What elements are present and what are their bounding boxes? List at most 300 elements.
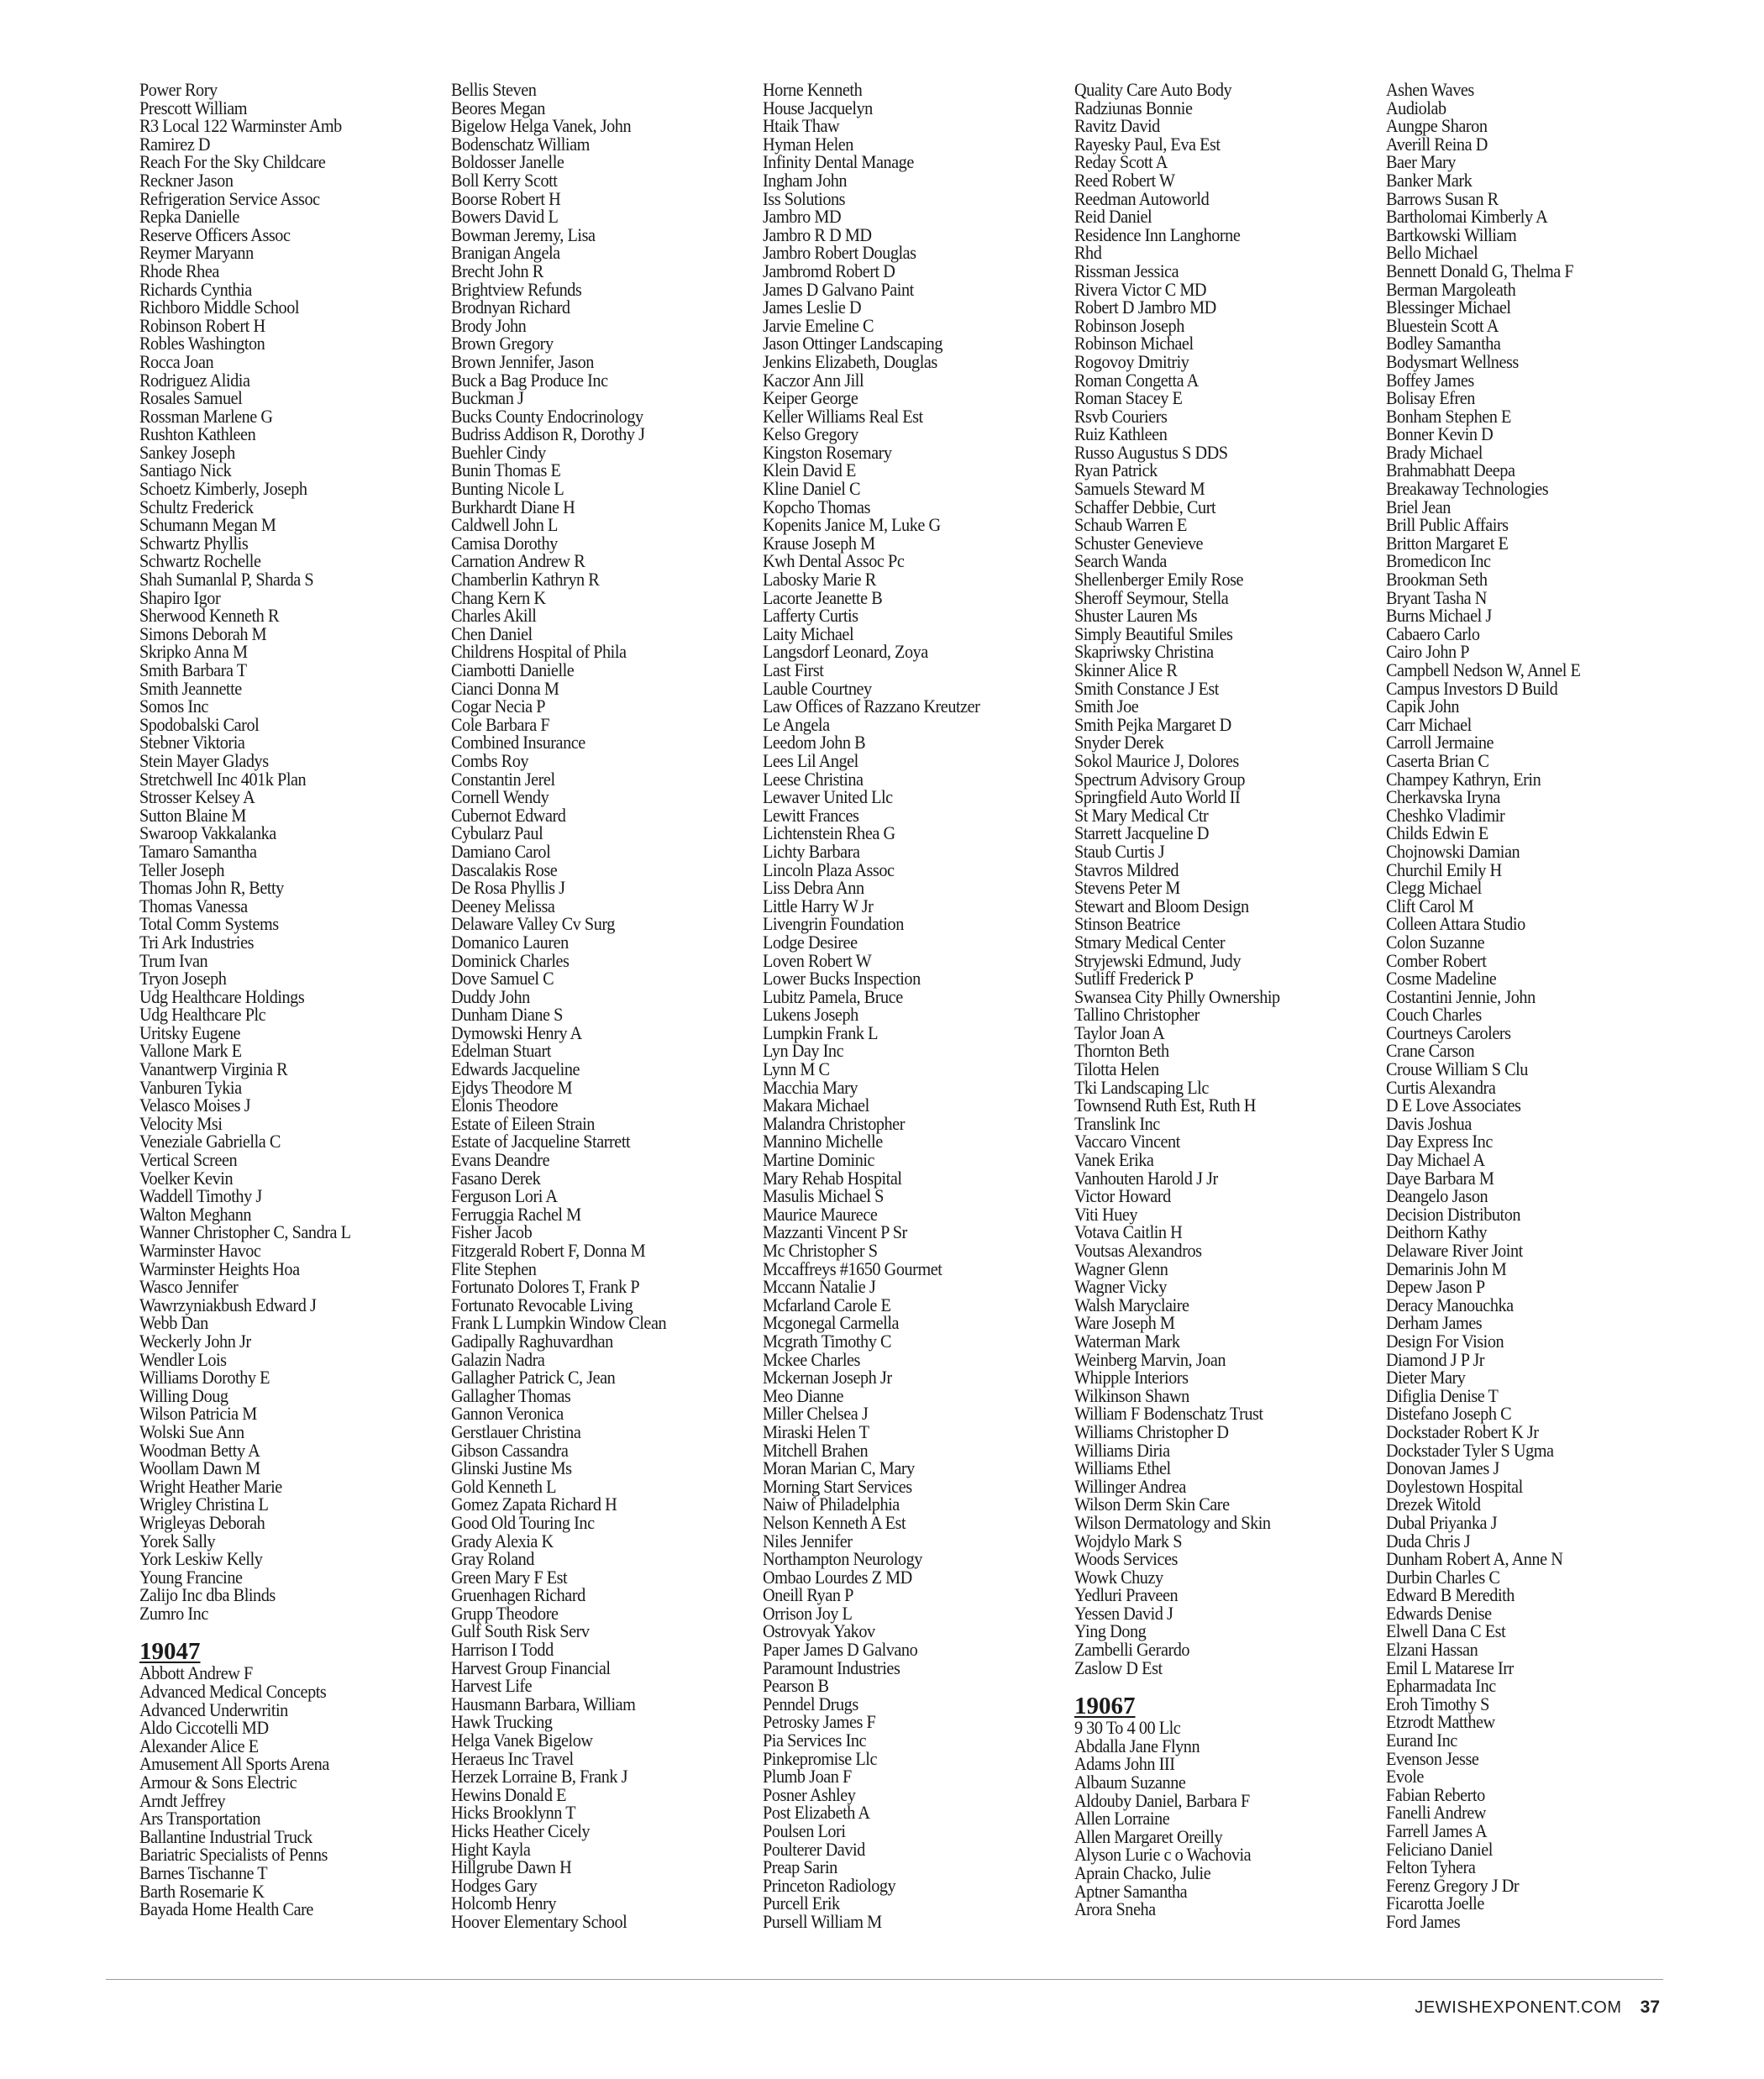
list-item: Search Wanda xyxy=(1074,550,1167,572)
list-item: Brahmabhatt Deepa xyxy=(1386,459,1515,481)
list-item: Ravitz David xyxy=(1074,115,1160,137)
list-item: Robles Washington xyxy=(139,333,265,354)
list-item: Charles Akill xyxy=(451,605,537,627)
listing-continued xyxy=(139,81,442,1622)
list-item: Fitzgerald Robert F, Donna M xyxy=(451,1240,646,1261)
list-item: Skripko Anna M xyxy=(139,641,248,663)
list-item: Bluestein Scott A xyxy=(1386,314,1499,336)
list-item: Ashen Waves xyxy=(1386,79,1474,100)
list-item: Duda Chris J xyxy=(1386,1530,1471,1551)
list-item: Mitchell Brahen xyxy=(763,1439,869,1461)
list-item: Lodge Desiree xyxy=(763,931,858,953)
list-item: Brightview Refunds xyxy=(451,278,582,300)
list-item: Britton Margaret E xyxy=(1386,532,1509,554)
list-item: Schwartz Phyllis xyxy=(139,532,249,554)
list-item: Ejdys Theodore M xyxy=(451,1076,573,1098)
list-item: Audiolab xyxy=(1386,97,1446,118)
list-item: Fabian Reberto xyxy=(1386,1783,1485,1805)
list-item: Iss Solutions xyxy=(763,187,846,209)
column-2 xyxy=(451,81,753,1931)
list-item: Shah Sumanlal P, Sharda S xyxy=(139,569,314,591)
list-item: Residence Inn Langhorne xyxy=(1074,223,1241,245)
list-item: Grady Alexia K xyxy=(451,1530,554,1551)
list-item: Aptner Samantha xyxy=(1074,1880,1188,1902)
list-item: Bellis Steven xyxy=(451,79,537,100)
list-item: Fisher Jacob xyxy=(451,1221,533,1243)
list-item: Woods Services xyxy=(1074,1548,1178,1570)
listing-continued xyxy=(1386,81,1688,1931)
list-item: Branigan Angela xyxy=(451,242,560,264)
list-item: Le Angela xyxy=(763,713,830,735)
list-item: Bello Michael xyxy=(1386,242,1478,264)
list-item: Deracy Manouchka xyxy=(1386,1294,1514,1315)
list-item: Aungpe Sharon xyxy=(1386,115,1488,137)
list-item: Gerstlauer Christina xyxy=(451,1420,581,1442)
list-item: Burkhardt Diane H xyxy=(451,496,575,517)
list-item: Edwards Jacqueline xyxy=(451,1058,580,1080)
list-item: De Rosa Phyllis J xyxy=(451,877,565,899)
list-item: Banker Mark xyxy=(1386,169,1473,191)
list-item: Vanburen Tykia xyxy=(139,1076,242,1098)
list-item: Lewaver United Llc xyxy=(763,786,893,808)
list-item: Averill Reina D xyxy=(1386,133,1488,155)
list-item: Tallino Christopher xyxy=(1074,1004,1200,1026)
list-item: Cornell Wendy xyxy=(451,786,549,808)
list-item: Mazzanti Vincent P Sr xyxy=(763,1221,907,1243)
list-item: Blessinger Michael xyxy=(1386,297,1511,318)
list-item: Aldo Ciccotelli MD xyxy=(139,1717,269,1739)
list-item: Yessen David J xyxy=(1074,1602,1173,1624)
list-item: Rocca Joan xyxy=(139,350,214,372)
list-item: Rhd xyxy=(1074,242,1102,264)
list-item: Gallagher Patrick C, Jean xyxy=(451,1367,616,1389)
list-item: Petrosky James F xyxy=(763,1711,876,1733)
list-item: Delaware Valley Cv Surg xyxy=(451,913,615,935)
list-item: Zalijo Inc dba Blinds xyxy=(139,1584,276,1606)
list-item: Reday Scott A xyxy=(1074,151,1168,173)
list-item: Lumpkin Frank L xyxy=(763,1021,879,1043)
list-item: Pearson B xyxy=(763,1675,829,1697)
list-item: Hicks Brooklynn T xyxy=(451,1802,576,1824)
listing-columns xyxy=(0,81,1764,1954)
list-item: Spectrum Advisory Group xyxy=(1074,768,1246,790)
list-item: Robinson Joseph xyxy=(1074,314,1184,336)
list-item: Fanelli Andrew xyxy=(1386,1802,1486,1824)
list-item: Thornton Beth xyxy=(1074,1040,1169,1062)
list-item: Skapriwsky Christina xyxy=(1074,641,1214,663)
list-item: Reymer Maryann xyxy=(139,242,254,264)
list-item: Delaware River Joint xyxy=(1386,1240,1523,1261)
list-item: Roman Congetta A xyxy=(1074,369,1199,391)
list-item: Vaccaro Vincent xyxy=(1074,1131,1180,1152)
list-item: Walsh Maryclaire xyxy=(1074,1294,1189,1315)
list-item: Derham James xyxy=(1386,1312,1483,1334)
list-item: Diamond J P Jr xyxy=(1386,1348,1485,1370)
list-item: Mcgonegal Carmella xyxy=(763,1312,900,1334)
list-item: Arndt Jeffrey xyxy=(139,1789,226,1811)
list-item: Ciambotti Danielle xyxy=(451,659,575,680)
list-item: Day Michael A xyxy=(1386,1149,1485,1171)
list-item: Rushton Kathleen xyxy=(139,423,256,445)
list-item: Ballantine Industrial Truck xyxy=(139,1825,312,1847)
list-item: Galazin Nadra xyxy=(451,1348,545,1370)
list-item: Yedluri Praveen xyxy=(1074,1584,1179,1606)
list-item: Holcomb Henry xyxy=(451,1893,556,1914)
listing-continued xyxy=(763,81,1065,1931)
list-item: Oneill Ryan P xyxy=(763,1584,853,1606)
list-item: Briel Jean xyxy=(1386,496,1451,517)
list-item: Bayada Home Health Care xyxy=(139,1898,313,1920)
list-item: Schwartz Rochelle xyxy=(139,550,261,572)
list-item: Bucks County Endocrinology xyxy=(451,405,643,427)
list-item: Ryan Patrick xyxy=(1074,459,1158,481)
list-item: Etzrodt Matthew xyxy=(1386,1711,1495,1733)
list-item: Bolisay Efren xyxy=(1386,387,1475,409)
list-item: Krause Joseph M xyxy=(763,532,875,554)
list-item: Posner Ashley xyxy=(763,1783,856,1805)
list-item: Courtneys Carolers xyxy=(1386,1021,1511,1043)
list-item: Heraeus Inc Travel xyxy=(451,1747,574,1769)
list-item: Schoetz Kimberly, Joseph xyxy=(139,478,307,500)
list-item: Gray Roland xyxy=(451,1548,534,1570)
list-item: Doylestown Hospital xyxy=(1386,1475,1523,1497)
list-item: Boorse Robert H xyxy=(451,187,561,209)
list-item: Hyman Helen xyxy=(763,133,853,155)
list-item: Mckee Charles xyxy=(763,1348,860,1370)
list-item: Burns Michael J xyxy=(1386,605,1492,627)
list-item: Elzani Hassan xyxy=(1386,1639,1478,1661)
list-item: Ficarotta Joelle xyxy=(1386,1893,1484,1914)
list-item: Kline Daniel C xyxy=(763,478,861,500)
list-item: Churchil Emily H xyxy=(1386,858,1502,880)
list-item: Jambro MD xyxy=(763,206,842,228)
list-item: Wright Heather Marie xyxy=(139,1475,282,1497)
list-item: Brookman Seth xyxy=(1386,569,1488,591)
list-item: William F Bodenschatz Trust xyxy=(1074,1403,1263,1425)
list-item: Labosky Marie R xyxy=(763,569,876,591)
list-item: Smith Jeannette xyxy=(139,677,242,699)
list-item: Naiw of Philadelphia xyxy=(763,1494,900,1515)
list-item: Robinson Robert H xyxy=(139,314,265,336)
list-item: Stavros Mildred xyxy=(1074,858,1179,880)
list-item: Davis Joshua xyxy=(1386,1112,1472,1134)
list-item: Brown Jennifer, Jason xyxy=(451,350,594,372)
list-item: Estate of Eileen Strain xyxy=(451,1112,595,1134)
page-number: 37 xyxy=(1640,1998,1660,2017)
list-item: Bartholomai Kimberly A xyxy=(1386,206,1548,228)
list-item: Stinson Beatrice xyxy=(1074,913,1180,935)
list-item: Loven Robert W xyxy=(763,949,872,971)
list-item: Bromedicon Inc xyxy=(1386,550,1491,572)
list-item: Fortunato Dolores T, Frank P xyxy=(451,1276,640,1298)
list-item: Ford James xyxy=(1386,1910,1461,1932)
column-1 xyxy=(139,81,442,1919)
list-item: Bodley Samantha xyxy=(1386,333,1501,354)
list-item: Budriss Addison R, Dorothy J xyxy=(451,423,645,445)
list-item: Weinberg Marvin, Joan xyxy=(1074,1348,1226,1370)
list-item: Simons Deborah M xyxy=(139,622,267,644)
list-item: Pia Services Inc xyxy=(763,1730,867,1751)
zip-code-heading: 19047 xyxy=(139,1638,201,1666)
list-item: Moran Marian C, Mary xyxy=(763,1457,915,1479)
list-item: Green Mary F Est xyxy=(451,1566,568,1588)
list-item: Martine Dominic xyxy=(763,1149,875,1171)
list-item: Ombao Lourdes Z MD xyxy=(763,1566,912,1588)
list-item: Arora Sneha xyxy=(1074,1898,1156,1920)
list-item: Chen Daniel xyxy=(451,622,533,644)
list-item: Tryon Joseph xyxy=(139,968,227,990)
list-item: Repka Danielle xyxy=(139,206,239,228)
list-item: Bryant Tasha N xyxy=(1386,586,1487,608)
list-item: Lichty Barbara xyxy=(763,840,860,862)
list-item: Difiglia Denise T xyxy=(1386,1384,1499,1406)
list-item: Carroll Jermaine xyxy=(1386,732,1494,753)
list-item: Sokol Maurice J, Dolores xyxy=(1074,749,1239,771)
list-item: Eurand Inc xyxy=(1386,1730,1457,1751)
list-item: Uritsky Eugene xyxy=(139,1021,241,1043)
list-item: Prescott William xyxy=(139,97,248,118)
list-item: Cubernot Edward xyxy=(451,804,566,826)
list-item: Crouse William S Clu xyxy=(1386,1058,1528,1080)
list-item: Wojdylo Mark S xyxy=(1074,1530,1182,1551)
list-item: Alyson Lurie c o Wachovia xyxy=(1074,1844,1252,1866)
list-item: Stretchwell Inc 401k Plan xyxy=(139,768,307,790)
list-item: Lubitz Pamela, Bruce xyxy=(763,985,903,1007)
list-item: Radziunas Bonnie xyxy=(1074,97,1193,118)
column-4 xyxy=(1074,81,1377,1919)
list-item: Brecht John R xyxy=(451,260,543,281)
list-item: Masulis Michael S xyxy=(763,1185,884,1207)
list-item: R3 Local 122 Warminster Amb xyxy=(139,115,342,137)
list-item: Hight Kayla xyxy=(451,1838,531,1860)
list-item: Morning Start Services xyxy=(763,1475,912,1497)
list-item: Edward B Meredith xyxy=(1386,1584,1515,1606)
list-item: Brody John xyxy=(451,314,527,336)
list-item: Warminster Heights Hoa xyxy=(139,1257,300,1279)
list-item: Simply Beautiful Smiles xyxy=(1074,622,1233,644)
list-item: Gibson Cassandra xyxy=(451,1439,569,1461)
footer-divider xyxy=(106,1979,1663,1980)
list-item: Horne Kenneth xyxy=(763,79,863,100)
list-item: Shellenberger Emily Rose xyxy=(1074,569,1244,591)
list-item: Wrigleyas Deborah xyxy=(139,1511,265,1533)
list-item: Hausmann Barbara, William xyxy=(451,1693,636,1714)
list-item: Northampton Neurology xyxy=(763,1548,922,1570)
list-item: Beores Megan xyxy=(451,97,545,118)
list-item: Rodriguez Alidia xyxy=(139,369,250,391)
list-item: Bunting Nicole L xyxy=(451,478,564,500)
list-item: Childrens Hospital of Phila xyxy=(451,641,627,663)
list-item: Hoover Elementary School xyxy=(451,1910,627,1932)
list-item: Ingham John xyxy=(763,169,848,191)
list-item: Little Harry W Jr xyxy=(763,895,874,916)
list-item: Reid Daniel xyxy=(1074,206,1152,228)
list-item: Orrison Joy L xyxy=(763,1602,853,1624)
list-item: Harvest Group Financial xyxy=(451,1656,611,1678)
list-item: Couch Charles xyxy=(1386,1004,1482,1026)
list-item: Mcgrath Timothy C xyxy=(763,1330,892,1352)
list-item: Caldwell John L xyxy=(451,514,558,536)
list-item: Gadipally Raghuvardhan xyxy=(451,1330,613,1352)
column-3 xyxy=(763,81,1065,1931)
list-item: Udg Healthcare Plc xyxy=(139,1004,266,1026)
list-item: Malandra Christopher xyxy=(763,1112,905,1134)
list-item: Duddy John xyxy=(451,985,530,1007)
list-item: Smith Pejka Margaret D xyxy=(1074,713,1231,735)
list-item: Armour & Sons Electric xyxy=(139,1772,297,1793)
list-item: Schultz Frederick xyxy=(139,496,254,517)
list-item: Klein David E xyxy=(763,459,856,481)
list-item: Lewitt Frances xyxy=(763,804,859,826)
list-item: Smith Constance J Est xyxy=(1074,677,1219,699)
list-item: 9 30 To 4 00 Llc xyxy=(1074,1717,1181,1739)
list-item: Glinski Justine Ms xyxy=(451,1457,572,1479)
list-item: Evans Deandre xyxy=(451,1149,550,1171)
list-item: Domanico Lauren xyxy=(451,931,569,953)
zip-code-heading: 19067 xyxy=(1074,1693,1136,1720)
list-item: Hicks Heather Cicely xyxy=(451,1820,591,1841)
list-item: Veneziale Gabriella C xyxy=(139,1131,281,1152)
list-item: Starrett Jacqueline D xyxy=(1074,822,1210,844)
list-item: Wagner Glenn xyxy=(1074,1257,1168,1279)
list-item: Barnes Tischanne T xyxy=(139,1862,268,1883)
list-item: Costantini Jennie, John xyxy=(1386,985,1536,1007)
list-item: Stebner Viktoria xyxy=(139,732,245,753)
list-item: Good Old Touring Inc xyxy=(451,1511,595,1533)
list-item: Damiano Carol xyxy=(451,840,551,862)
list-item: Bodenschatz William xyxy=(451,133,590,155)
list-item: Victor Howard xyxy=(1074,1185,1171,1207)
list-item: Schuster Genevieve xyxy=(1074,532,1204,554)
list-item: Harrison I Todd xyxy=(451,1639,554,1661)
list-item: Berman Margoleath xyxy=(1386,278,1516,300)
list-item: Wendler Lois xyxy=(139,1348,227,1370)
list-item: Williams Ethel xyxy=(1074,1457,1171,1479)
list-item: Wilson Derm Skin Care xyxy=(1074,1494,1230,1515)
list-item: Dunham Robert A, Anne N xyxy=(1386,1548,1563,1570)
listing-continued xyxy=(1074,81,1377,1677)
list-item: Grupp Theodore xyxy=(451,1602,559,1624)
list-item: Farrell James A xyxy=(1386,1820,1488,1841)
list-item: Bariatric Specialists of Penns xyxy=(139,1844,328,1866)
list-item: Lower Bucks Inspection xyxy=(763,968,921,990)
list-item: Chamberlin Kathryn R xyxy=(451,569,600,591)
list-item: Brown Gregory xyxy=(451,333,554,354)
list-item: Infinity Dental Manage xyxy=(763,151,914,173)
list-item: Elonis Theodore xyxy=(451,1095,559,1116)
list-item: Dunham Diane S xyxy=(451,1004,563,1026)
list-item: Demarinis John M xyxy=(1386,1257,1507,1279)
list-item: Pursell William M xyxy=(763,1910,882,1932)
list-item: Makara Michael xyxy=(763,1095,869,1116)
list-item: Flite Stephen xyxy=(451,1257,537,1279)
list-item: Cairo John P xyxy=(1386,641,1470,663)
list-item: Wowk Chuzy xyxy=(1074,1566,1163,1588)
list-item: Estate of Jacqueline Starrett xyxy=(451,1131,631,1152)
list-item: Woollam Dawn M xyxy=(139,1457,260,1479)
list-item: Rogovoy Dmitriy xyxy=(1074,350,1189,372)
list-item: Maurice Maurece xyxy=(763,1203,878,1225)
list-item: Chojnowski Damian xyxy=(1386,840,1520,862)
list-item: Crane Carson xyxy=(1386,1040,1475,1062)
list-item: Voelker Kevin xyxy=(139,1167,234,1189)
list-item: Cole Barbara F xyxy=(451,713,550,735)
list-item: Campus Investors D Build xyxy=(1386,677,1558,699)
list-item: Gomez Zapata Richard H xyxy=(451,1494,617,1515)
list-item: Htaik Thaw xyxy=(763,115,840,137)
list-item: Nelson Kenneth A Est xyxy=(763,1511,906,1533)
list-item: Curtis Alexandra xyxy=(1386,1076,1496,1098)
list-item: Dockstader Tyler S Ugma xyxy=(1386,1439,1554,1461)
list-item: Childs Edwin E xyxy=(1386,822,1488,844)
list-item: Dascalakis Rose xyxy=(451,858,558,880)
list-item: Colleen Attara Studio xyxy=(1386,913,1525,935)
list-item: Total Comm Systems xyxy=(139,913,279,935)
list-item: Walton Meghann xyxy=(139,1203,252,1225)
list-item: Somos Inc xyxy=(139,696,208,717)
list-item: Strosser Kelsey A xyxy=(139,786,255,808)
list-item: Daye Barbara M xyxy=(1386,1167,1494,1189)
list-item: Jambro Robert Douglas xyxy=(763,242,916,264)
list-item: Boll Kerry Scott xyxy=(451,169,558,191)
list-item: Zumro Inc xyxy=(139,1602,208,1624)
list-item: Mannino Michelle xyxy=(763,1131,883,1152)
list-item: Yorek Sally xyxy=(139,1530,216,1551)
list-item: Advanced Medical Concepts xyxy=(139,1681,327,1703)
list-item: Springfield Auto World II xyxy=(1074,786,1241,808)
list-item: Durbin Charles C xyxy=(1386,1566,1500,1588)
list-item: Woodman Betty A xyxy=(139,1439,260,1461)
list-item: Cherkavska Iryna xyxy=(1386,786,1500,808)
list-item: Brill Public Affairs xyxy=(1386,514,1509,536)
list-item: Vanhouten Harold J Jr xyxy=(1074,1167,1218,1189)
list-item: Rossman Marlene G xyxy=(139,405,273,427)
list-item: Deeney Melissa xyxy=(451,895,555,916)
list-item: Meo Dianne xyxy=(763,1384,844,1406)
list-item: Edwards Denise xyxy=(1386,1602,1492,1624)
list-item: Miller Chelsea J xyxy=(763,1403,869,1425)
list-item: Tki Landscaping Llc xyxy=(1074,1076,1209,1098)
list-item: Eroh Timothy S xyxy=(1386,1693,1489,1714)
list-item: Reckner Jason xyxy=(139,169,234,191)
list-item: Willing Doug xyxy=(139,1384,228,1406)
list-item: Rayesky Paul, Eva Est xyxy=(1074,133,1221,155)
list-item: Langsdorf Leonard, Zoya xyxy=(763,641,928,663)
list-item: Mary Rehab Hospital xyxy=(763,1167,902,1189)
list-item: St Mary Medical Ctr xyxy=(1074,804,1209,826)
list-item: Poulterer David xyxy=(763,1838,865,1860)
list-item: Reach For the Sky Childcare xyxy=(139,151,326,173)
list-item: Felton Tyhera xyxy=(1386,1856,1476,1878)
list-item: Sutton Blaine M xyxy=(139,804,246,826)
list-item: Caserta Brian C xyxy=(1386,749,1489,771)
list-item: Warminster Havoc xyxy=(139,1240,261,1261)
list-item: Wilson Patricia M xyxy=(139,1403,257,1425)
list-item: Kopenits Janice M, Luke G xyxy=(763,514,941,536)
list-item: Lukens Joseph xyxy=(763,1004,858,1026)
list-item: Voutsas Alexandros xyxy=(1074,1240,1202,1261)
list-item: Breakaway Technologies xyxy=(1386,478,1549,500)
list-item: Sherwood Kenneth R xyxy=(139,605,279,627)
list-item: Stevens Peter M xyxy=(1074,877,1180,899)
list-item: Fasano Derek xyxy=(451,1167,541,1189)
list-item: Ramirez D xyxy=(139,133,211,155)
list-item: Zambelli Gerardo xyxy=(1074,1639,1190,1661)
list-item: Camisa Dorothy xyxy=(451,532,558,554)
list-item: Lynn M C xyxy=(763,1058,830,1080)
list-item: Ferruggia Rachel M xyxy=(451,1203,581,1225)
list-item: Dymowski Henry A xyxy=(451,1021,582,1043)
